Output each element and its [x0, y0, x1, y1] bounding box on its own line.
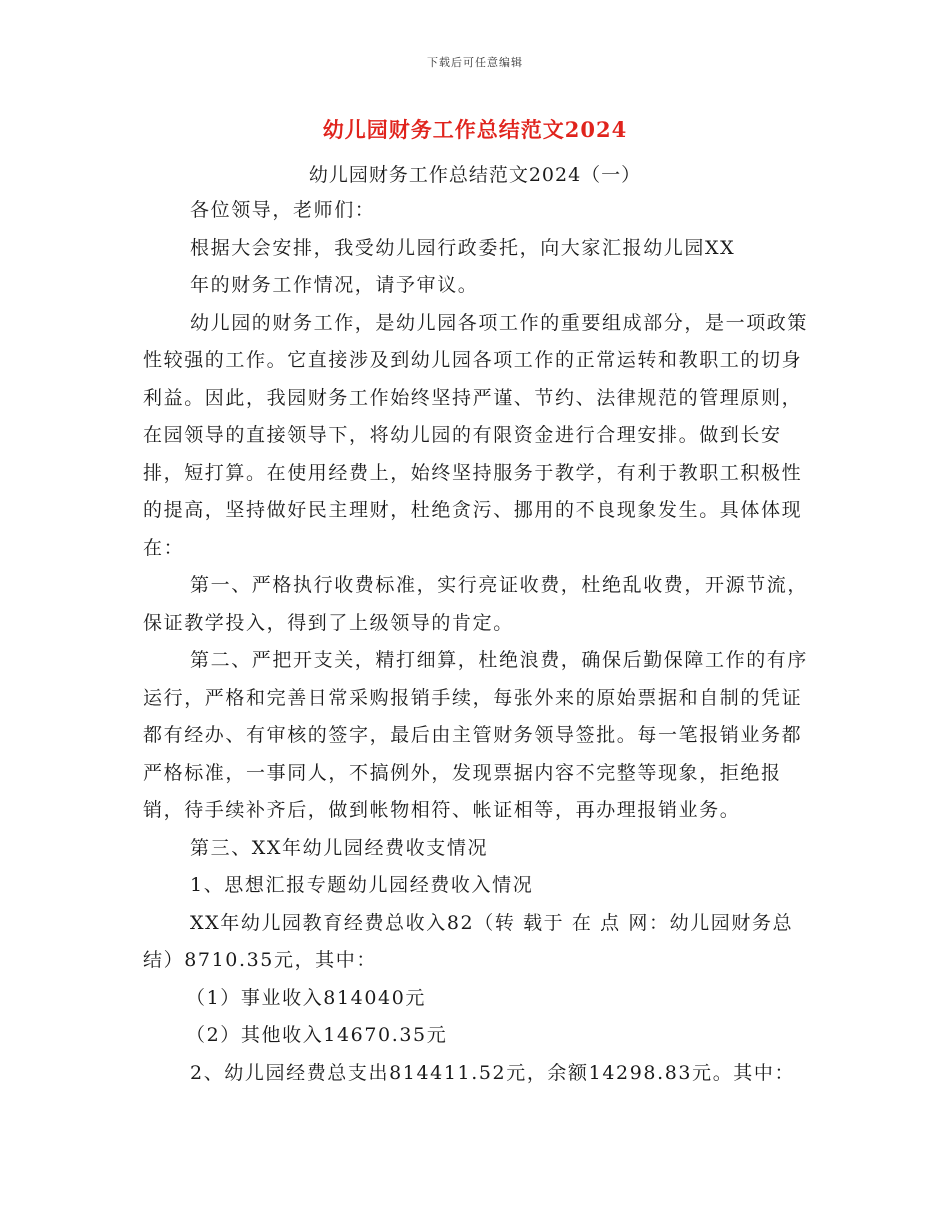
document-title: 幼儿园财务工作总结范文2024	[322, 117, 628, 142]
point-two-paragraph: 第二、严把开支关，精打细算，杜绝浪费，确保后勤保障工作的有序运行，严格和完善日常采购报销手续，每张外来的原始票据和自制的凭证都有经办、有审核的签字，最后由主管财务领导签批。每一笔报销业务都严格标准，一事同人，不搞例外，发现票据内容不完整等现象，拒绝报销，待手续补齐后，做到帐物相符、帐证相等，再办理报销业务。	[143, 649, 809, 821]
income-heading: 1、思想汇报专题幼儿园经费收入情况	[190, 874, 534, 896]
document-body	[143, 192, 808, 1092]
expense-paragraph: 2、幼儿园经费总支出814411.52元，余额14298.83元。其中：	[190, 1061, 796, 1084]
point-one-paragraph: 第一、严格执行收费标准，实行亮证收费，杜绝乱收费，开源节流，保证教学投入，得到了上级领导的肯定。	[143, 574, 809, 634]
income-item-1: （1）事业收入814040元	[186, 986, 427, 1009]
income-total-paragraph: XX年幼儿园教育经费总收入82（转 载于 在 点 网：幼儿园财务总结）8710.35元，其中：	[143, 911, 794, 971]
salutation-paragraph: 各位领导，老师们：	[190, 199, 376, 221]
point-three-heading: 第三、XX年幼儿园经费收支情况	[190, 836, 489, 859]
document-subtitle: 幼儿园财务工作总结范文2024（一）	[308, 164, 642, 186]
income-item-2: （2）其他收入14670.35元	[186, 1024, 448, 1046]
page-header-note: 下载后可任意编辑	[427, 56, 523, 69]
intro-line-2: 年的财务工作情况，请予审议。	[190, 274, 479, 296]
intro-line-1: 根据大会安排，我受幼儿园行政委托，向大家汇报幼儿园XX	[190, 236, 736, 259]
overview-paragraph: 幼儿园的财务工作，是幼儿园各项工作的重要组成部分，是一项政策性较强的工作。它直接涉及到幼儿园各项工作的正常运转和教职工的切身利益。因此，我园财务工作始终坚持严谨、节约、法律规范的管理原则，在园领导的直接领导下，将幼儿园的有限资金进行合理安排。做到长安排，短打算。在使用经费上，始终坚持服务于教学，有利于教职工积极性的提高，坚持做好民主理财，杜绝贪污、挪用的不良现象发生。具体体现在：	[143, 311, 809, 559]
